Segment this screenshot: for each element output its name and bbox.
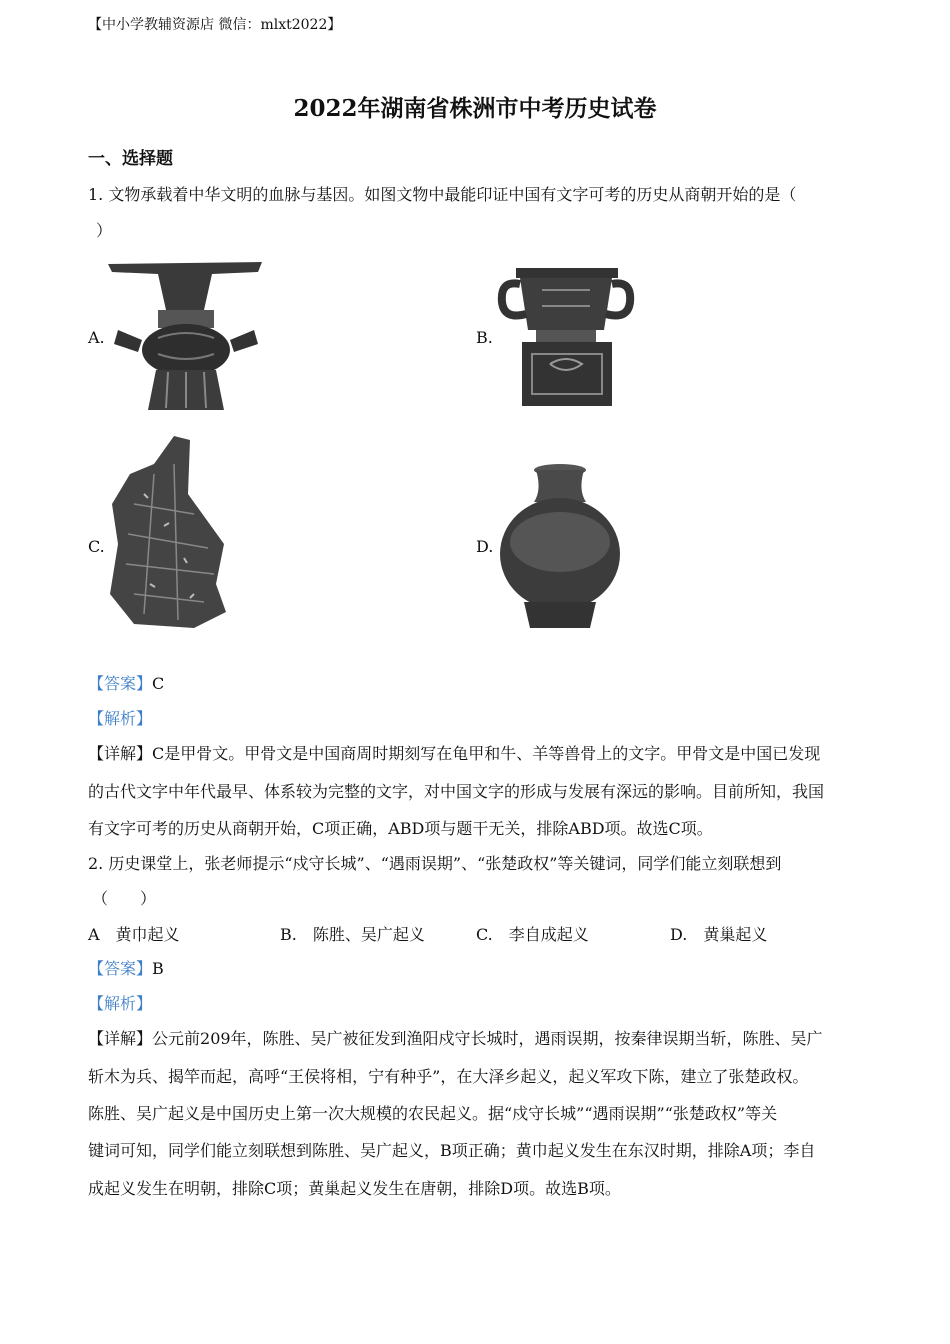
q1-option-b-label: B. [476,328,493,347]
q1-option-d-label: D. [476,537,494,556]
q2-option-b: B. 陈胜、吴广起义 [280,925,425,944]
page-title: 2022年湖南省株洲市中考历史试卷 [293,95,657,122]
q2-option-c: C. 李自成起义 [476,925,589,944]
detail-text: C是甲骨文。甲骨文是中国商周时期刻写在龟甲和牛、羊等兽骨上的文字。甲骨文是中国已发现 [152,744,821,763]
q1-option-a-label: A. [88,328,105,347]
detail-label: 【详解】 [88,744,153,763]
q1-detail-line3: 有文字可考的历史从商朝开始，C项正确，ABD项与题干无关，排除ABD项。故选C项。 [88,819,713,838]
q2-option-a: A 黄巾起义 [88,925,180,944]
q1-analysis-label: 【解析】 [88,709,153,728]
q2-stem-line2: （ ） [92,889,157,908]
detail-text: 公元前209年，陈胜、吴广被征发到渔阳戍守长城时，遇雨误期，按秦律误期当斩，陈胜、吴广 [152,1029,823,1048]
answer-label: 【答案】 [88,674,153,693]
answer-label: 【答案】 [88,959,153,978]
q2-detail-line5: 成起义发生在明朝，排除C项；黄巢起义发生在唐朝，排除D项。故选B项。 [88,1179,621,1198]
bronze-zun-vessel-image [108,258,266,412]
answer-value: B [152,959,164,978]
q2-analysis-label: 【解析】 [88,994,153,1013]
q2-detail-line2: 斩木为兵、揭竿而起，高呼“王侯将相，宁有种乎”，在大泽乡起义，起义军攻下陈，建立了张楚政权。 [88,1067,809,1086]
q1-option-c-label: C. [88,537,105,556]
q1-stem-line1: 1. 文物承载着中华文明的血脉与基因。如图文物中最能印证中国有文字可考的历史从商朝开始的是（ [88,185,797,204]
oracle-bone-image [104,434,234,630]
bronze-gui-vessel-image [496,250,636,410]
q1-stem-line2: ） [96,221,113,240]
q1-detail-line1 [88,741,820,764]
page-header-note: 【中小学教辅资源店 微信：mlxt2022】 [88,17,342,33]
q2-detail-line3: 陈胜、吴广起义是中国历史上第一次大规模的农民起义。据“戍守长城”“遇雨误期”“张楚政权”等关 [88,1104,778,1123]
q2-detail-line1 [88,1026,823,1049]
q2-option-d: D. 黄巢起义 [670,925,768,944]
q1-detail-line2: 的古代文字中年代最早、体系较为完整的文字，对中国文字的形成与发展有深远的影响。目前所知，我国 [88,782,825,801]
q2-answer [88,956,164,979]
section-heading: 一、选择题 [88,149,173,169]
pottery-jar-image [496,462,622,632]
q2-stem-line1: 2. 历史课堂上，张老师提示“戍守长城”、“遇雨误期”、“张楚政权”等关键词，同学们能立刻联想到 [88,854,782,873]
q1-answer [88,671,164,694]
answer-value: C [152,674,165,693]
q2-detail-line4: 键词可知，同学们能立刻联想到陈胜、吴广起义，B项正确；黄巾起义发生在东汉时期，排除A项；李自 [88,1141,816,1160]
detail-label: 【详解】 [88,1029,153,1048]
